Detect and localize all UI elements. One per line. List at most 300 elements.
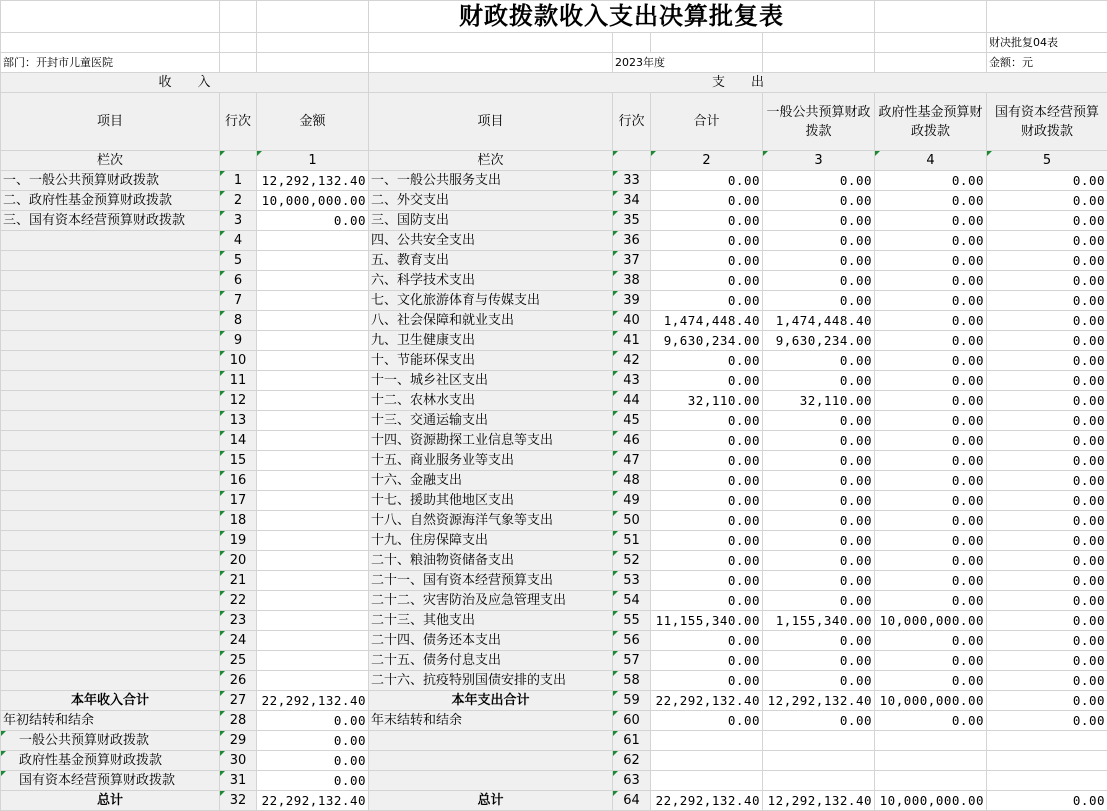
line-number: 30 [220, 751, 257, 771]
general-budget-cell: 0.00 [763, 411, 875, 431]
line-number: 5 [220, 251, 257, 271]
income-item-label [1, 351, 220, 371]
line-number: 7 [220, 291, 257, 311]
expense-item-label: 八、社会保障和就业支出 [369, 311, 613, 331]
expense-total-cell: 32,110.00 [651, 391, 763, 411]
soe-capital-cell: 0.00 [987, 511, 1107, 531]
carry-out-total: 0.00 [651, 711, 763, 731]
general-budget-cell: 0.00 [763, 631, 875, 651]
empty-cell [763, 771, 875, 791]
col-income-item: 项目 [1, 93, 220, 151]
general-budget-cell: 0.00 [763, 271, 875, 291]
expense-total-cell: 0.00 [651, 431, 763, 451]
carry-sub-amount: 0.00 [257, 771, 369, 791]
income-amount [257, 591, 369, 611]
expense-total-cell: 0.00 [651, 571, 763, 591]
expense-total-cell: 0.00 [651, 351, 763, 371]
empty-cell [987, 771, 1107, 791]
general-budget-cell: 0.00 [763, 511, 875, 531]
table-row [1, 271, 1107, 291]
gov-fund-cell: 0.00 [875, 331, 987, 351]
income-amount [257, 611, 369, 631]
empty-cell [369, 771, 613, 791]
carry-sub-amount: 0.00 [257, 731, 369, 751]
line-number: 19 [220, 531, 257, 551]
col-income-amount: 金额 [257, 93, 369, 151]
general-budget-cell: 0.00 [763, 431, 875, 451]
income-item-label [1, 311, 220, 331]
col-number-label-2: 栏次 [369, 151, 613, 171]
line-number: 8 [220, 311, 257, 331]
income-amount [257, 331, 369, 351]
gov-fund-cell: 0.00 [875, 451, 987, 471]
expense-total-cell: 0.00 [651, 211, 763, 231]
expense-total-cell: 0.00 [651, 171, 763, 191]
department-label: 部门：开封市儿童医院 [1, 53, 220, 73]
line-number: 3 [220, 211, 257, 231]
col-number-2: 2 [651, 151, 763, 171]
table-row [1, 371, 1107, 391]
col-number-3: 3 [763, 151, 875, 171]
soe-capital-cell: 0.00 [987, 311, 1107, 331]
line-number: 17 [220, 491, 257, 511]
general-budget-cell: 0.00 [763, 571, 875, 591]
line-number: 25 [220, 651, 257, 671]
expense-total-cell: 0.00 [651, 551, 763, 571]
gov-fund-cell: 0.00 [875, 571, 987, 591]
expense-total-cell: 0.00 [651, 291, 763, 311]
line-number: 2 [220, 191, 257, 211]
income-amount [257, 231, 369, 251]
income-amount [257, 251, 369, 271]
expense-item-label: 二十三、其他支出 [369, 611, 613, 631]
line-number: 12 [220, 391, 257, 411]
table-row [1, 331, 1107, 351]
general-budget-cell: 0.00 [763, 591, 875, 611]
income-amount [257, 351, 369, 371]
income-item-label [1, 611, 220, 631]
expense-total-cell: 0.00 [651, 411, 763, 431]
general-budget-cell: 0.00 [763, 291, 875, 311]
carry-out-general: 0.00 [763, 711, 875, 731]
income-amount [257, 651, 369, 671]
line-number: 55 [613, 611, 651, 631]
empty-cell [987, 751, 1107, 771]
gov-fund-cell: 10,000,000.00 [875, 611, 987, 631]
soe-capital-cell: 0.00 [987, 291, 1107, 311]
gov-fund-cell: 0.00 [875, 551, 987, 571]
grand-total-soe: 0.00 [987, 791, 1107, 811]
income-amount: 12,292,132.40 [257, 171, 369, 191]
income-item-label [1, 471, 220, 491]
line-number: 15 [220, 451, 257, 471]
general-budget-cell: 0.00 [763, 551, 875, 571]
soe-capital-cell: 0.00 [987, 551, 1107, 571]
general-budget-cell: 0.00 [763, 651, 875, 671]
empty-cell [651, 731, 763, 751]
col-soe-capital: 国有资本经营预算财政拨款 [987, 93, 1107, 151]
line-number: 11 [220, 371, 257, 391]
income-total-amount: 22,292,132.40 [257, 691, 369, 711]
expense-total-cell: 9,630,234.00 [651, 331, 763, 351]
soe-capital-cell: 0.00 [987, 531, 1107, 551]
income-item-label [1, 511, 220, 531]
expense-total-amount: 22,292,132.40 [651, 691, 763, 711]
general-budget-cell: 0.00 [763, 451, 875, 471]
col-expense-item: 项目 [369, 93, 613, 151]
line-number: 21 [220, 571, 257, 591]
income-amount [257, 291, 369, 311]
table-row [1, 191, 1107, 211]
grand-total-row [1, 791, 1107, 811]
expense-item-label: 二十二、灾害防治及应急管理支出 [369, 591, 613, 611]
line-number: 60 [613, 711, 651, 731]
income-item-label [1, 591, 220, 611]
line-number: 35 [613, 211, 651, 231]
income-item-label [1, 671, 220, 691]
income-item-label [1, 231, 220, 251]
income-item-label: 二、政府性基金预算财政拨款 [1, 191, 220, 211]
carry-sub-label: 一般公共预算财政拨款 [1, 731, 220, 751]
income-total-label: 本年收入合计 [1, 691, 220, 711]
soe-capital-cell: 0.00 [987, 651, 1107, 671]
income-amount [257, 271, 369, 291]
empty-cell [763, 751, 875, 771]
income-amount [257, 671, 369, 691]
income-amount [257, 431, 369, 451]
line-number: 14 [220, 431, 257, 451]
income-item-label [1, 271, 220, 291]
gov-fund-cell: 0.00 [875, 171, 987, 191]
income-total-row [1, 691, 1107, 711]
code-row [1, 33, 1107, 53]
empty-cell [369, 751, 613, 771]
gov-fund-cell: 0.00 [875, 391, 987, 411]
section-header-row [1, 73, 1107, 93]
expense-total-cell: 0.00 [651, 451, 763, 471]
income-item-label [1, 631, 220, 651]
line-number: 34 [613, 191, 651, 211]
expense-item-label: 十七、援助其他地区支出 [369, 491, 613, 511]
income-amount [257, 411, 369, 431]
grand-total-income-label: 总计 [1, 791, 220, 811]
expense-item-label: 二、外交支出 [369, 191, 613, 211]
soe-capital-cell: 0.00 [987, 211, 1107, 231]
expense-item-label: 三、国防支出 [369, 211, 613, 231]
line-number: 27 [220, 691, 257, 711]
gov-fund-cell: 0.00 [875, 591, 987, 611]
table-row [1, 531, 1107, 551]
meta-row [1, 53, 1107, 73]
col-number-5: 5 [987, 151, 1107, 171]
gov-fund-cell: 0.00 [875, 651, 987, 671]
line-number: 56 [613, 631, 651, 651]
soe-capital-cell: 0.00 [987, 391, 1107, 411]
carry-sub-label: 政府性基金预算财政拨款 [1, 751, 220, 771]
line-number: 37 [613, 251, 651, 271]
income-item-label [1, 391, 220, 411]
expense-total-cell: 0.00 [651, 371, 763, 391]
income-item-label [1, 371, 220, 391]
soe-capital-cell: 0.00 [987, 491, 1107, 511]
income-item-label [1, 291, 220, 311]
general-budget-cell: 0.00 [763, 371, 875, 391]
line-number: 32 [220, 791, 257, 811]
general-budget-cell: 0.00 [763, 671, 875, 691]
line-number: 42 [613, 351, 651, 371]
expense-item-label: 六、科学技术支出 [369, 271, 613, 291]
carry-out-gov: 0.00 [875, 711, 987, 731]
general-budget-cell: 0.00 [763, 231, 875, 251]
line-number: 62 [613, 751, 651, 771]
gov-fund-cell: 0.00 [875, 511, 987, 531]
empty-cell [763, 731, 875, 751]
expense-total-cell: 0.00 [651, 651, 763, 671]
gov-fund-cell: 0.00 [875, 471, 987, 491]
table-row [1, 671, 1107, 691]
expense-item-label: 十六、金融支出 [369, 471, 613, 491]
income-amount [257, 451, 369, 471]
line-number: 38 [613, 271, 651, 291]
soe-capital-cell: 0.00 [987, 271, 1107, 291]
table-row [1, 471, 1107, 491]
form-code: 财决批复04表 [987, 33, 1107, 53]
empty-cell [875, 771, 987, 791]
expense-total-general: 12,292,132.40 [763, 691, 875, 711]
line-number: 52 [613, 551, 651, 571]
grand-total-gov: 10,000,000.00 [875, 791, 987, 811]
year-label: 2023年度 [613, 53, 763, 73]
gov-fund-cell: 0.00 [875, 411, 987, 431]
line-number: 22 [220, 591, 257, 611]
table-row [1, 611, 1107, 631]
soe-capital-cell: 0.00 [987, 611, 1107, 631]
expense-item-label: 七、文化旅游体育与传媒支出 [369, 291, 613, 311]
table-row [1, 231, 1107, 251]
general-budget-cell: 1,474,448.40 [763, 311, 875, 331]
table-row [1, 251, 1107, 271]
soe-capital-cell: 0.00 [987, 571, 1107, 591]
expense-item-label: 五、教育支出 [369, 251, 613, 271]
gov-fund-cell: 0.00 [875, 531, 987, 551]
table-row [1, 431, 1107, 451]
expense-total-cell: 0.00 [651, 671, 763, 691]
line-number: 40 [613, 311, 651, 331]
col-gov-fund: 政府性基金预算财政拨款 [875, 93, 987, 151]
gov-fund-cell: 0.00 [875, 311, 987, 331]
general-budget-cell: 9,630,234.00 [763, 331, 875, 351]
soe-capital-cell: 0.00 [987, 231, 1107, 251]
expense-total-cell: 0.00 [651, 511, 763, 531]
line-number: 33 [613, 171, 651, 191]
expense-total-cell: 0.00 [651, 471, 763, 491]
expense-item-label: 九、卫生健康支出 [369, 331, 613, 351]
general-budget-cell: 0.00 [763, 471, 875, 491]
line-number: 26 [220, 671, 257, 691]
expense-total-cell: 0.00 [651, 491, 763, 511]
line-number: 39 [613, 291, 651, 311]
line-number: 47 [613, 451, 651, 471]
soe-capital-cell: 0.00 [987, 591, 1107, 611]
line-number: 57 [613, 651, 651, 671]
grand-total-expense-label: 总计 [369, 791, 613, 811]
expense-total-cell: 0.00 [651, 191, 763, 211]
empty-cell [651, 751, 763, 771]
empty-cell [987, 731, 1107, 751]
income-item-label [1, 451, 220, 471]
empty-cell [369, 731, 613, 751]
general-budget-cell: 1,155,340.00 [763, 611, 875, 631]
soe-capital-cell: 0.00 [987, 351, 1107, 371]
expense-section-header: 支 出 [369, 73, 1107, 93]
income-item-label [1, 331, 220, 351]
line-number: 44 [613, 391, 651, 411]
line-number: 58 [613, 671, 651, 691]
expense-total-cell: 0.00 [651, 231, 763, 251]
col-expense-total: 合计 [651, 93, 763, 151]
income-amount [257, 371, 369, 391]
gov-fund-cell: 0.00 [875, 371, 987, 391]
gov-fund-cell: 0.00 [875, 271, 987, 291]
line-number: 29 [220, 731, 257, 751]
expense-total-cell: 0.00 [651, 591, 763, 611]
page-title: 财政拨款收入支出决算批复表 [369, 1, 875, 33]
table-row [1, 411, 1107, 431]
line-number: 18 [220, 511, 257, 531]
expense-item-label: 二十四、债务还本支出 [369, 631, 613, 651]
expense-item-label: 十八、自然资源海洋气象等支出 [369, 511, 613, 531]
income-amount: 0.00 [257, 211, 369, 231]
line-number: 4 [220, 231, 257, 251]
line-number: 20 [220, 551, 257, 571]
line-number: 64 [613, 791, 651, 811]
expense-total-gov: 10,000,000.00 [875, 691, 987, 711]
expense-item-label: 十五、商业服务业等支出 [369, 451, 613, 471]
table-row [1, 171, 1107, 191]
income-item-label [1, 531, 220, 551]
col-general-budget: 一般公共预算财政拨款 [763, 93, 875, 151]
carry-out-label: 年末结转和结余 [369, 711, 613, 731]
expense-item-label: 十一、城乡社区支出 [369, 371, 613, 391]
general-budget-cell: 32,110.00 [763, 391, 875, 411]
income-item-label [1, 651, 220, 671]
carry-sub-row [1, 731, 1107, 751]
expense-item-label: 二十五、债务付息支出 [369, 651, 613, 671]
general-budget-cell: 0.00 [763, 351, 875, 371]
expense-item-label: 二十、粮油物资储备支出 [369, 551, 613, 571]
general-budget-cell: 0.00 [763, 251, 875, 271]
line-number: 13 [220, 411, 257, 431]
carry-sub-rows [1, 731, 1107, 791]
carry-out-soe: 0.00 [987, 711, 1107, 731]
expense-total-label: 本年支出合计 [369, 691, 613, 711]
gov-fund-cell: 0.00 [875, 631, 987, 651]
expense-total-soe: 0.00 [987, 691, 1107, 711]
title-row [1, 1, 1107, 33]
gov-fund-cell: 0.00 [875, 671, 987, 691]
carry-sub-amount: 0.00 [257, 751, 369, 771]
income-amount [257, 391, 369, 411]
line-number: 46 [613, 431, 651, 451]
carry-row [1, 711, 1107, 731]
carry-in-amount: 0.00 [257, 711, 369, 731]
col-number-label: 栏次 [1, 151, 220, 171]
line-number: 6 [220, 271, 257, 291]
line-number: 53 [613, 571, 651, 591]
general-budget-cell: 0.00 [763, 491, 875, 511]
general-budget-cell: 0.00 [763, 211, 875, 231]
table-row [1, 631, 1107, 651]
line-number: 9 [220, 331, 257, 351]
income-item-label [1, 411, 220, 431]
line-number: 51 [613, 531, 651, 551]
empty-cell [875, 751, 987, 771]
income-amount [257, 311, 369, 331]
col-expense-line: 行次 [613, 93, 651, 151]
table-row [1, 291, 1107, 311]
general-budget-cell: 0.00 [763, 191, 875, 211]
carry-in-label: 年初结转和结余 [1, 711, 220, 731]
income-amount: 10,000,000.00 [257, 191, 369, 211]
line-number: 23 [220, 611, 257, 631]
income-item-label: 三、国有资本经营预算财政拨款 [1, 211, 220, 231]
expense-item-label: 二十一、国有资本经营预算支出 [369, 571, 613, 591]
soe-capital-cell: 0.00 [987, 371, 1107, 391]
income-item-label [1, 571, 220, 591]
table-row [1, 451, 1107, 471]
table-row [1, 211, 1107, 231]
income-item-label [1, 551, 220, 571]
line-number: 10 [220, 351, 257, 371]
table-row [1, 491, 1107, 511]
soe-capital-cell: 0.00 [987, 671, 1107, 691]
column-number-row [1, 151, 1107, 171]
gov-fund-cell: 0.00 [875, 491, 987, 511]
table-row [1, 511, 1107, 531]
carry-sub-row [1, 771, 1107, 791]
table-row [1, 591, 1107, 611]
gov-fund-cell: 0.00 [875, 251, 987, 271]
gov-fund-cell: 0.00 [875, 231, 987, 251]
soe-capital-cell: 0.00 [987, 331, 1107, 351]
grand-total-income: 22,292,132.40 [257, 791, 369, 811]
column-header-row [1, 93, 1107, 151]
line-number: 54 [613, 591, 651, 611]
unit-label: 金额：元 [987, 53, 1107, 73]
soe-capital-cell: 0.00 [987, 411, 1107, 431]
expense-total-cell: 11,155,340.00 [651, 611, 763, 631]
grand-total-general: 12,292,132.40 [763, 791, 875, 811]
income-amount [257, 571, 369, 591]
expense-total-cell: 0.00 [651, 631, 763, 651]
expense-item-label: 一、一般公共服务支出 [369, 171, 613, 191]
income-amount [257, 631, 369, 651]
line-number: 36 [613, 231, 651, 251]
income-section-header: 收 入 [1, 73, 369, 93]
general-budget-cell: 0.00 [763, 171, 875, 191]
soe-capital-cell: 0.00 [987, 471, 1107, 491]
expense-item-label: 十、节能环保支出 [369, 351, 613, 371]
line-number: 24 [220, 631, 257, 651]
table-row [1, 351, 1107, 371]
line-number: 45 [613, 411, 651, 431]
soe-capital-cell: 0.00 [987, 631, 1107, 651]
carry-sub-label: 国有资本经营预算财政拨款 [1, 771, 220, 791]
gov-fund-cell: 0.00 [875, 351, 987, 371]
empty-cell [651, 771, 763, 791]
general-budget-cell: 0.00 [763, 531, 875, 551]
grand-total-expense: 22,292,132.40 [651, 791, 763, 811]
